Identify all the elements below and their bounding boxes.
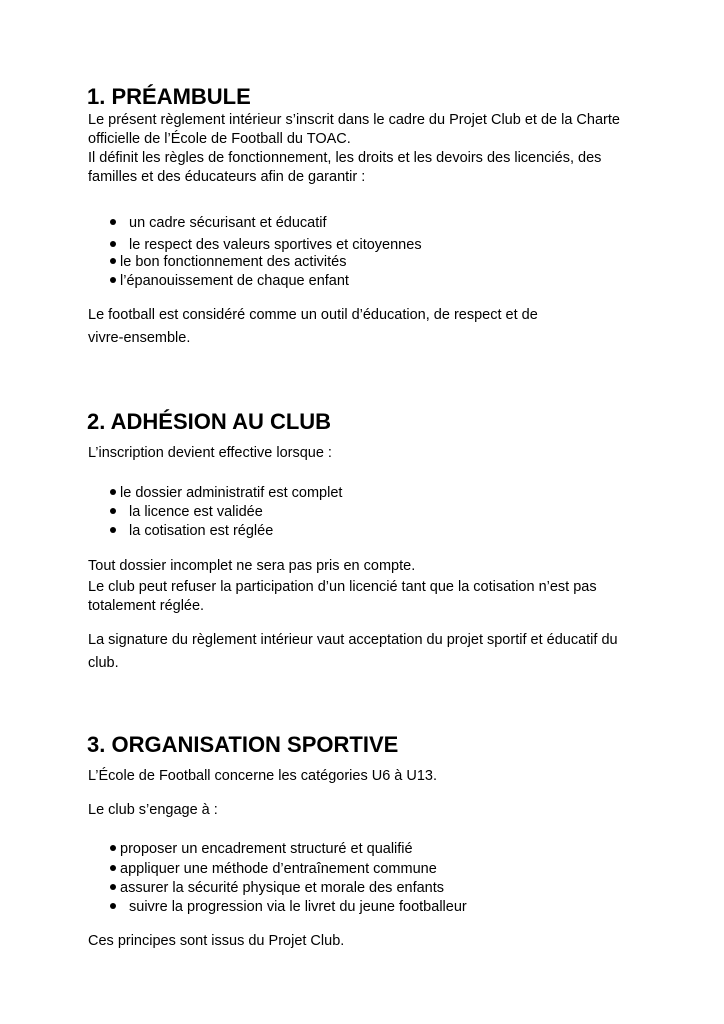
- section-1-intro-line: officielle de l’École de Football du TOAC.: [88, 131, 351, 147]
- bullet-icon: [110, 903, 116, 909]
- list-item: suivre la progression via le livret du jeune footballeur: [110, 898, 467, 917]
- section-2-paragraph-line: La signature du règlement intérieur vaut acceptation du projet sportif et éducatif du: [88, 632, 618, 648]
- list-item: proposer un encadrement structuré et qualifié: [110, 840, 413, 859]
- section-1-intro-line: familles et des éducateurs afin de garantir :: [88, 169, 366, 185]
- list-item: appliquer une méthode d’entraînement commune: [110, 860, 437, 879]
- section-3-intro-line: L’École de Football concerne les catégories U6 à U13.: [88, 768, 438, 784]
- section-1-outro-line: Le football est considéré comme un outil d’éducation, de respect et de: [88, 307, 538, 323]
- bullet-icon: [110, 277, 116, 283]
- bullet-icon: [110, 845, 116, 851]
- section-2-paragraph-line: totalement réglée.: [88, 598, 205, 614]
- bullet-icon: [110, 258, 116, 264]
- section-1-outro-line: vivre-ensemble.: [88, 330, 191, 346]
- bullet-icon: [110, 489, 116, 495]
- list-item: assurer la sécurité physique et morale des enfants: [110, 879, 444, 898]
- bullet-icon: [110, 865, 116, 871]
- list-item: la licence est validée: [110, 503, 263, 522]
- section-3-heading: 3. ORGANISATION SPORTIVE: [87, 732, 399, 757]
- section-2-intro-line: L’inscription devient effective lorsque :: [88, 445, 332, 461]
- section-3-outro-line: Ces principes sont issus du Projet Club.: [88, 933, 345, 949]
- list-item: le respect des valeurs sportives et citoyennes: [110, 236, 422, 255]
- section-2-paragraph-line: Le club peut refuser la participation d’un licencié tant que la cotisation n’est pas: [88, 579, 597, 595]
- bullet-icon: [110, 508, 116, 514]
- bullet-icon: [110, 219, 116, 225]
- list-item: le dossier administratif est complet: [110, 484, 342, 503]
- bullet-icon: [110, 884, 116, 890]
- section-2-paragraph-line: Tout dossier incomplet ne sera pas pris en compte.: [88, 558, 416, 574]
- list-item: l’épanouissement de chaque enfant: [110, 272, 349, 291]
- list-item: un cadre sécurisant et éducatif: [110, 214, 326, 233]
- section-2-paragraph-line: club.: [88, 655, 119, 671]
- section-2-heading: 2. ADHÉSION AU CLUB: [87, 409, 332, 434]
- bullet-icon: [110, 241, 116, 247]
- section-1-heading: 1. PRÉAMBULE: [87, 84, 251, 109]
- section-3-engage-line: Le club s’engage à :: [88, 802, 218, 818]
- bullet-icon: [110, 527, 116, 533]
- section-1-intro-line: Il définit les règles de fonctionnement, les droits et les devoirs des licenciés, des: [88, 150, 602, 166]
- list-item: la cotisation est réglée: [110, 522, 273, 541]
- section-1-intro-line: Le présent règlement intérieur s’inscrit dans le cadre du Projet Club et de la Charte: [88, 112, 620, 128]
- list-item: le bon fonctionnement des activités: [110, 253, 347, 272]
